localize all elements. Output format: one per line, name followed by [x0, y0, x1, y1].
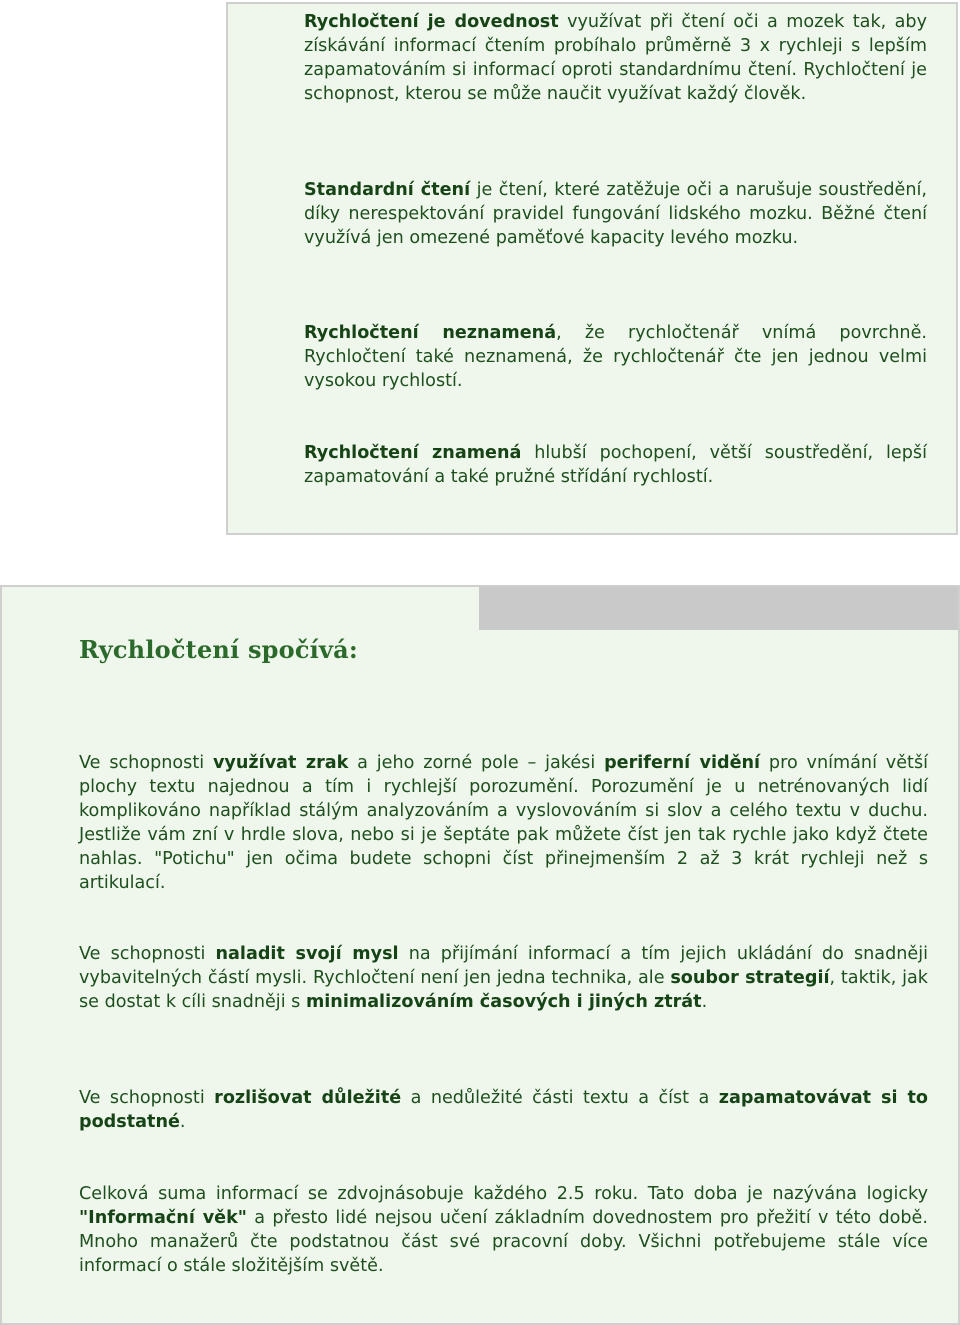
s-p4-t1: Celková suma informací se zdvojnásobuje každého 2.5 roku. Tato doba je nazývána logicky [79, 1184, 928, 1204]
s-p1-b1: využívat zrak [212, 753, 349, 773]
intro-p2-text: je čtení, které zatěžuje oči a narušuje soustředění, díky nerespektování pravidel fungování lidského mozku. Běžné čtení využívá jen omezené paměťové kapacity levého mozku. [304, 180, 927, 248]
s-p1-b2: periferní vidění [604, 753, 761, 773]
intro-paragraph-1 [304, 10, 927, 106]
intro-p4-bold: Rychločtení znamená [304, 443, 522, 463]
intro-box [226, 2, 958, 535]
s-p3-t3: . [179, 1112, 186, 1132]
section-paragraph-1 [79, 751, 928, 895]
section-paragraph-2 [79, 942, 928, 1014]
s-p1-t3: pro vnímání větší plochy textu najednou a tím i rychlejší porozumění. Porozumění je u netrénovaných lidí komplikováno například stálým analyzováním a vyslovováním si slov a celého textu v duchu. Jestliže vám zní v hrdle slova, nebo si je šeptáte pak můžete číst jen tak rychle jako když čtete nahlas. "Potichu" jen očima budete schopni číst přinejmenším 2 až 3 krát rychleji než s artikulací. [79, 753, 928, 893]
s-p2-b1: naladit svojí mysl [215, 944, 399, 964]
s-p2-t1: Ve schopnosti [79, 944, 216, 964]
s-p2-b3: minimalizováním časových i jiných ztrát [305, 992, 702, 1012]
intro-p3-bold: Rychločtení neznamená [304, 323, 557, 343]
section-paragraph-4 [79, 1182, 928, 1278]
intro-paragraph-4 [304, 441, 927, 489]
s-p3-b2: zapamatovávat si to podstatné [79, 1088, 929, 1132]
s-p1-t2: a jeho zorné pole – jakési [348, 753, 605, 773]
section-box [0, 585, 960, 1325]
section-heading: Rychločtení spočívá: [79, 635, 358, 664]
s-p1-t1: Ve schopnosti [79, 753, 213, 773]
s-p2-t4: . [701, 992, 708, 1012]
s-p4-b1: "Informační věk" [79, 1208, 247, 1228]
intro-paragraph-2 [304, 178, 927, 250]
intro-p1-bold: Rychločtení je dovednost [304, 12, 559, 32]
s-p2-b2: soubor strategií [670, 968, 830, 988]
intro-p2-bold: Standardní čtení [304, 180, 471, 200]
s-p4-t2: a přesto lidé nejsou učení základním dovednostem pro přežití v této době. Mnoho manažerů čte podstatnou část své pracovní doby. Všichni potřebujeme stále více informací o stále složitějším světě. [79, 1208, 928, 1276]
intro-paragraph-3 [304, 321, 927, 393]
s-p2-t2: na přijímání informací a tím jejich ukládání do snadněji vybavitelných částí mysli. Rychločtení není jen jedna technika, ale [79, 944, 929, 988]
s-p2-t3: , taktik, jak se dostat k cíli snadněji s [79, 968, 928, 1012]
header-gray-bar [479, 587, 958, 630]
s-p3-t1: Ve schopnosti [79, 1088, 215, 1108]
intro-p4-text: hlubší pochopení, větší soustředění, lepší zapamatování a také pružné střídání rychlostí. [304, 443, 927, 487]
section-paragraph-3 [79, 1086, 928, 1134]
s-p3-t2: a nedůležité části textu a číst a [401, 1088, 719, 1108]
intro-p1-text: využívat při čtení oči a mozek tak, aby získávání informací čtením probíhalo průměrně 3 x rychleji s lepším zapamatováním si informací oproti standardnímu čtení. Rychločtení je schopnost, kterou se může naučit využívat každý člověk. [304, 12, 928, 104]
s-p3-b1: rozlišovat důležité [214, 1088, 402, 1108]
intro-p3-text: , že rychločtenář vnímá povrchně. Rychločtení také neznamená, že rychločtenář čte jen jednou velmi vysokou rychlostí. [304, 323, 927, 391]
